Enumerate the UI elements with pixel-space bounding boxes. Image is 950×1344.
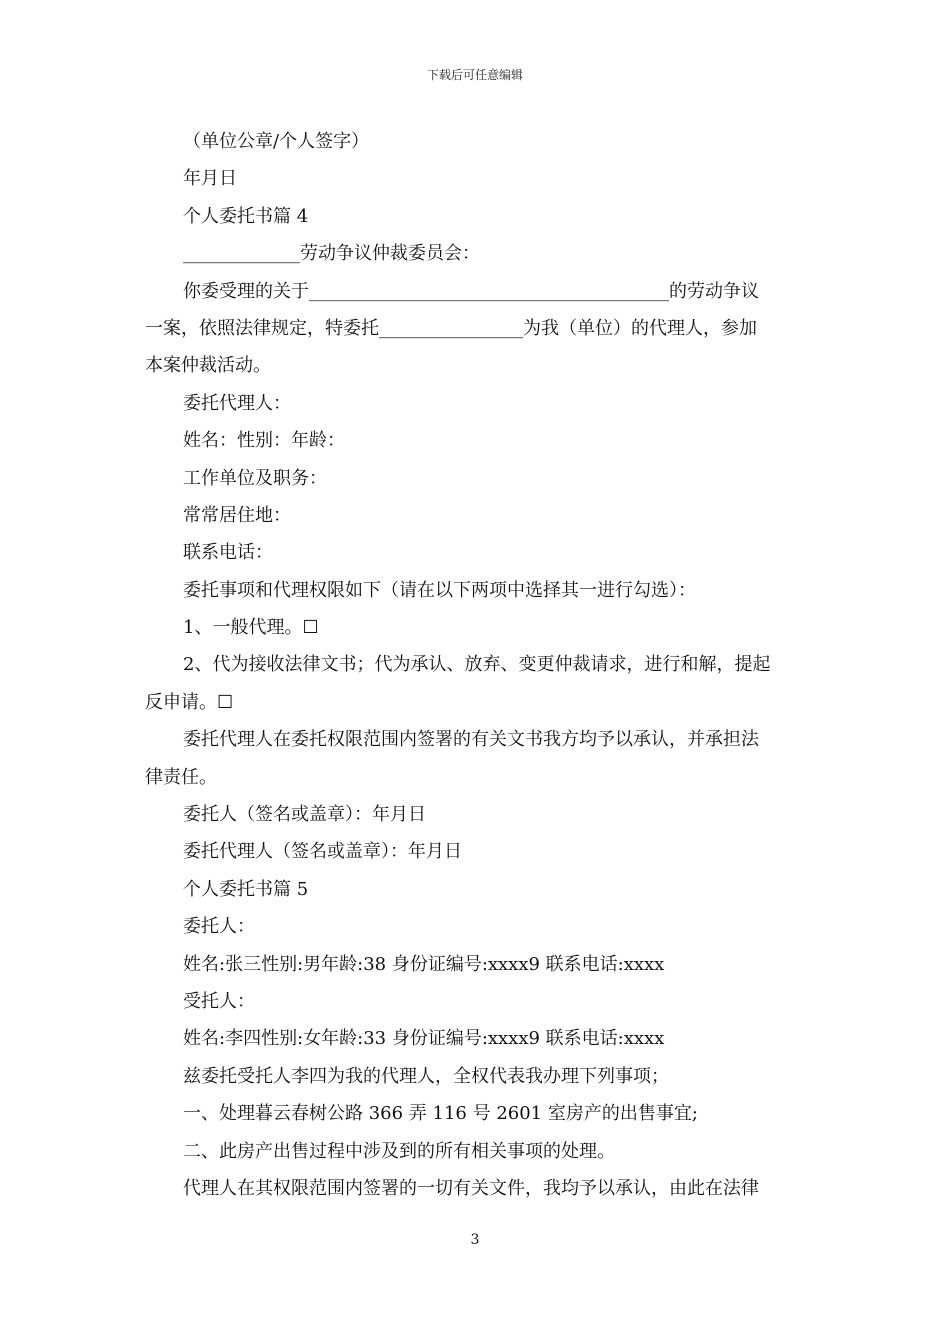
document-body — [145, 123, 810, 1207]
trustee-details: 姓名:李四性别:女年龄:33 身份证编号:xxxx9 联系电话:xxxx — [183, 1028, 665, 1050]
addressee-line: _____________劳动争议仲裁委员会： — [183, 243, 480, 265]
matter-item-2: 二、此房产出售过程中涉及到的所有相关事项的处理。 — [183, 1140, 615, 1162]
section-title-5: 个人委托书篇 5 — [183, 878, 309, 900]
paragraph-line: 反申请。☐ — [145, 691, 234, 713]
paragraph-entrust-case — [145, 273, 810, 385]
paragraph-line: 律责任。 — [145, 766, 217, 788]
option-special-agency — [145, 646, 810, 721]
trustee-heading: 受托人： — [183, 990, 255, 1012]
principal-details: 姓名:张三性别:男年龄:38 身份证编号:xxxx9 联系电话:xxxx — [183, 953, 665, 975]
agent-residence: 常常居住地： — [183, 504, 291, 526]
date-line: 年月日 — [183, 168, 237, 190]
page-number: 3 — [470, 1232, 480, 1248]
header-note: 下载后可任意编辑 — [426, 68, 523, 82]
section-title-4: 个人委托书篇 4 — [183, 205, 309, 227]
entrust-statement: 兹委托受托人李四为我的代理人，全权代表我办理下列事项； — [183, 1065, 669, 1087]
paragraph-line: 本案仲裁活动。 — [145, 355, 271, 377]
agent-phone: 联系电话： — [183, 542, 273, 564]
paragraph-line: 你委受理的关于________________________________________的劳动争议 — [183, 280, 759, 302]
agent-heading: 委托代理人： — [183, 392, 291, 414]
authority-intro: 委托事项和代理权限如下（请在以下两项中选择其一进行勾选）： — [183, 579, 696, 601]
paragraph-liability — [145, 721, 810, 796]
agent-name-gender-age: 姓名：性别：年龄： — [183, 430, 345, 452]
paragraph-line: 一案，依照法律规定，特委托________________为我（单位）的代理人，参加 — [145, 317, 757, 339]
agent-signature: 委托代理人（签名或盖章）：年月日 — [183, 841, 462, 863]
principal-signature: 委托人（签名或盖章）：年月日 — [183, 804, 426, 826]
principal-heading: 委托人： — [183, 916, 255, 938]
paragraph-line: 2、代为接收法律文书；代为承认、放弃、变更仲裁请求，进行和解，提起 — [183, 654, 771, 676]
paragraph-line: 委托代理人在委托权限范围内签署的有关文书我方均予以承认，并承担法 — [183, 729, 759, 751]
matter-item-1: 一、处理暮云春树公路 366 弄 116 号 2601 室房产的出售事宜; — [183, 1103, 698, 1125]
agent-employer: 工作单位及职务： — [183, 467, 327, 489]
option-general-agency: 1、一般代理。☐ — [183, 617, 319, 639]
acknowledgement-line: 代理人在其权限范围内签署的一切有关文件，我均予以承认，由此在法律 — [183, 1177, 759, 1199]
seal-signature-line: （单位公章/个人签字） — [183, 131, 370, 152]
